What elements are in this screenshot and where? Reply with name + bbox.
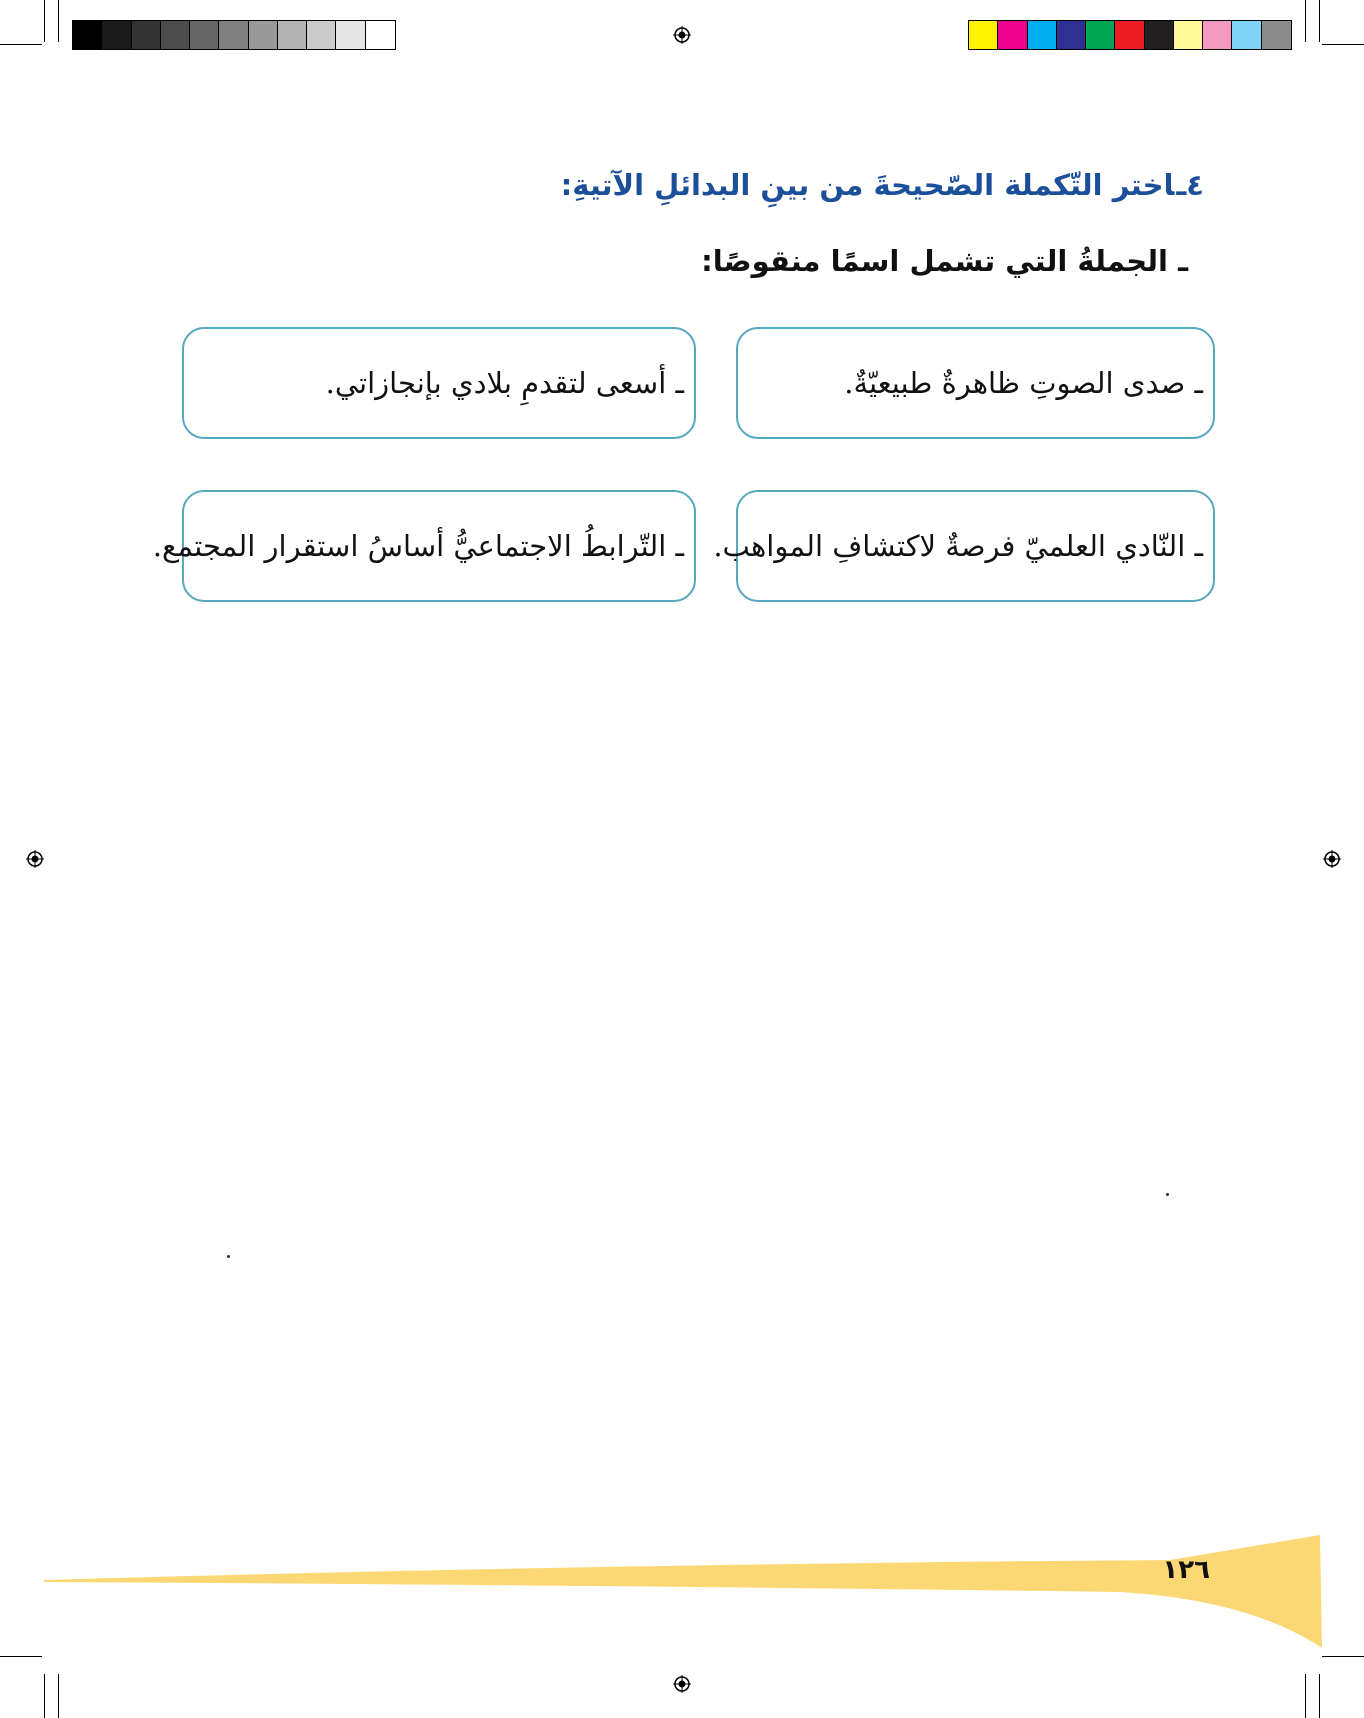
crop-mark [1322,44,1364,45]
color-swatch [102,21,131,49]
registration-mark-icon [673,26,691,44]
question-number: ٤ـ [1176,168,1204,202]
color-swatch [161,21,190,49]
color-swatch [132,21,161,49]
color-swatch [1262,21,1291,49]
footer-band [0,1530,1364,1660]
option-box-2[interactable] [182,327,696,439]
question-title-text: اختر التّكملة الصّحيحةَ من بينِ البدائلِ الآتيةِ: [560,168,1175,202]
grayscale-swatch-bar [72,20,396,50]
option-text: ـ التّرابطُ الاجتماعيُّ أساسُ استقرار المجتمع. [152,529,684,563]
stray-dot [227,1255,230,1258]
color-swatch-bar [968,20,1292,50]
option-box-1[interactable] [736,327,1215,439]
color-swatch [1145,21,1174,49]
color-swatch [1057,21,1086,49]
crop-mark [58,0,59,42]
color-swatch [1086,21,1115,49]
registration-mark-icon [26,850,44,868]
color-swatch [1232,21,1261,49]
color-swatch [278,21,307,49]
color-swatch [307,21,336,49]
option-text: ـ صدى الصوتِ ظاهرةٌ طبيعيّةٌ. [844,366,1203,400]
crop-mark [58,1674,59,1718]
color-swatch [969,21,998,49]
crop-mark [1305,1674,1306,1718]
color-swatch [336,21,365,49]
option-text: ـ النّادي العلميّ فرصةٌ لاكتشافِ المواهب. [713,529,1203,563]
option-box-3[interactable] [713,490,1215,602]
option-text: ـ أسعى لتقدمِ بلادي بإنجازاتي. [325,366,684,400]
page-number: ١٢٦ [1162,1555,1210,1585]
color-swatch [249,21,278,49]
color-swatch [998,21,1027,49]
color-swatch [190,21,219,49]
color-swatch [1115,21,1144,49]
color-swatch [1028,21,1057,49]
crop-mark [1319,1674,1320,1718]
crop-mark [1305,0,1306,42]
registration-mark-icon [673,1675,691,1693]
color-swatch [219,21,248,49]
color-swatch [1203,21,1232,49]
stray-dot [1166,1193,1169,1196]
color-swatch [73,21,102,49]
color-swatch [366,21,395,49]
color-swatch [1174,21,1203,49]
crop-mark [44,0,45,42]
question-title [561,168,1204,202]
question-prompt: ـ الجملةُ التي تشمل اسمًا منقوصًا: [701,244,1188,278]
crop-mark [1319,0,1320,42]
crop-mark [44,1674,45,1718]
crop-mark [0,44,42,45]
option-box-4[interactable] [152,490,696,602]
registration-mark-icon [1323,850,1341,868]
